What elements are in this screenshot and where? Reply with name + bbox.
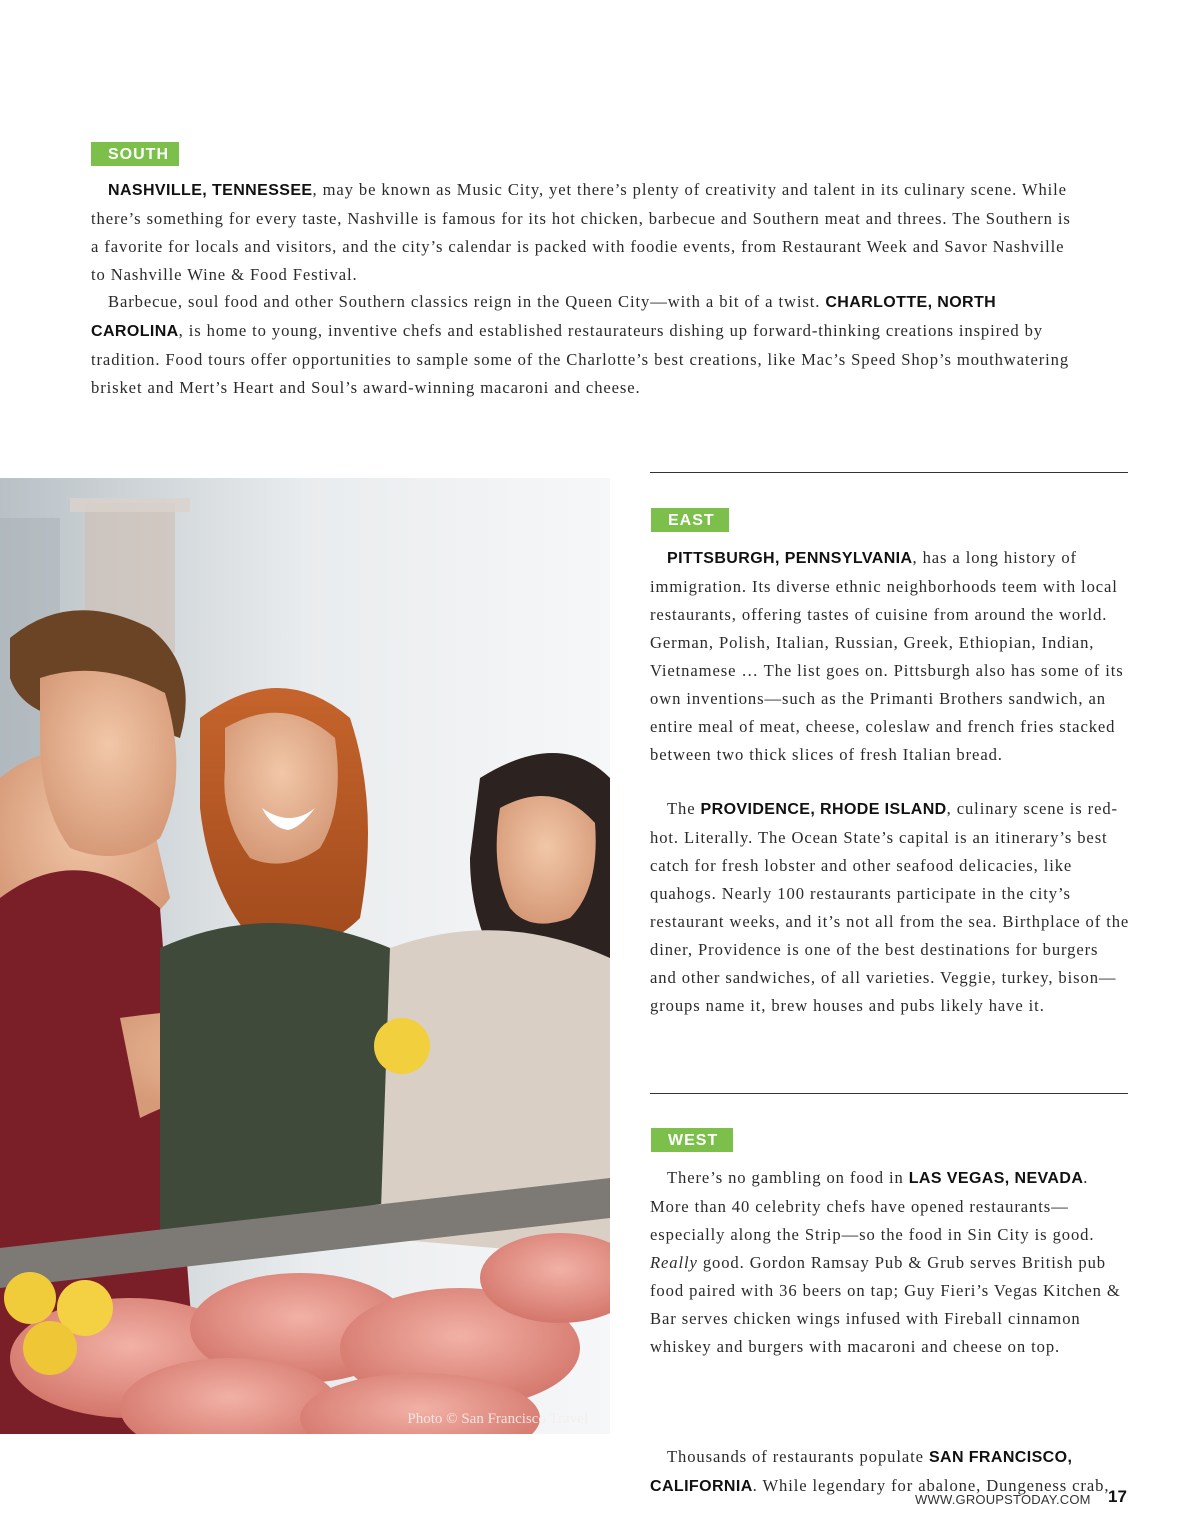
- charlotte-text-before: Barbecue, soul food and other Southern classics reign in the Queen City—with a bit of a twist.: [108, 292, 826, 311]
- photo-credit: Photo © San Francisco Travel: [407, 1411, 588, 1427]
- section-tag-east: EAST: [651, 508, 729, 532]
- south-paragraph-nashville: [91, 176, 1081, 289]
- city-name-pittsburgh: PITTSBURGH, PENNSYLVANIA: [667, 550, 913, 567]
- city-name-san-francisco: SAN FRANCISCO, CALIFORNIA: [650, 1449, 1073, 1495]
- san-francisco-text-before: Thousands of restaurants populate: [667, 1447, 929, 1466]
- charlotte-text-after: , is home to young, inventive chefs and established restaurateurs dishing up forward-thinking creations inspired by tradition. Food tours offer opportunities to sample some of the Charlotte’s best creations, like Mac’s Speed Shop’s mouthwatering brisket and Mert’s Heart and Soul’s award-winning macaroni and cheese.: [91, 321, 1070, 397]
- san-francisco-text-after: . While legendary for abalone, Dungeness crab,: [752, 1476, 1110, 1495]
- city-name-nashville: NASHVILLE, TENNESSEE: [108, 182, 313, 199]
- providence-text-before: The: [667, 799, 701, 818]
- city-name-las-vegas: LAS VEGAS, NEVADA: [908, 1170, 1084, 1187]
- las-vegas-emphasis: Really: [650, 1253, 698, 1272]
- page-number: 17: [1108, 1487, 1127, 1506]
- pittsburgh-text: , has a long history of immigration. Its diverse ethnic neighborhoods teem with local restaurants, offering tastes of cuisine from around the world. German, Polish, Italian, Russian, Greek, Ethiopian, Indian, Vietnamese … The list goes on. Pittsburgh also has some of its own inventions—such as the Primanti Brothers sandwich, an entire meal of meat, cheese, coleslaw and french fries stacked between two thick slices of fresh Italian bread.: [650, 548, 1124, 764]
- footer-website-url: WWW.GROUPSTODAY.COM: [915, 1492, 1091, 1507]
- east-paragraph-providence: [650, 795, 1130, 1020]
- divider-east: [650, 472, 1128, 473]
- divider-west: [650, 1093, 1128, 1094]
- city-name-charlotte: CHARLOTTE, NORTH CAROLINA: [91, 294, 997, 340]
- west-paragraph-las-vegas: [650, 1164, 1130, 1361]
- photo-friends-crab-market: [0, 478, 610, 1434]
- nashville-text: , may be known as Music City, yet there’s plenty of creativity and talent in its culinary scene. While there’s something for every taste, Nashville is famous for its hot chicken, barbecue and Southern meat and threes. The Southern is a favorite for locals and visitors, and the city’s calendar is packed with foodie events, from Restaurant Week and Savor Nashville to Nashville Wine & Food Festival.: [91, 180, 1071, 284]
- photo-illustration: [0, 478, 610, 1434]
- las-vegas-text-before: There’s no gambling on food in: [667, 1168, 909, 1187]
- providence-text-after: , culinary scene is red-hot. Literally. The Ocean State’s capital is an itinerary’s best catch for fresh lobster and other seafood delicacies, like quahogs. Nearly 100 restaurants participate in the city’s restaurant weeks, and it’s not all from the sea. Birthplace of the diner, Providence is one of the best destinations for burgers and other sandwiches, of all varieties. Veggie, turkey, bison—groups name it, brew houses and pubs likely have it.: [650, 799, 1130, 1015]
- city-name-providence: PROVIDENCE, RHODE ISLAND: [700, 801, 947, 818]
- las-vegas-text-mid: . More than 40 celebrity chefs have opened restaurants—especially along the Strip—so the food in Sin City is good.: [650, 1168, 1095, 1244]
- section-tag-south: SOUTH: [91, 142, 179, 166]
- section-tag-west: WEST: [651, 1128, 733, 1152]
- las-vegas-text-after: good. Gordon Ramsay Pub & Grub serves British pub food paired with 36 beers on tap; Guy Fieri’s Vegas Kitchen & Bar serves chicken wings infused with Fireball cinnamon whiskey and burgers with macaroni and cheese on top.: [650, 1253, 1121, 1356]
- east-paragraph-pittsburgh: [650, 544, 1130, 769]
- south-paragraph-charlotte: [91, 288, 1081, 402]
